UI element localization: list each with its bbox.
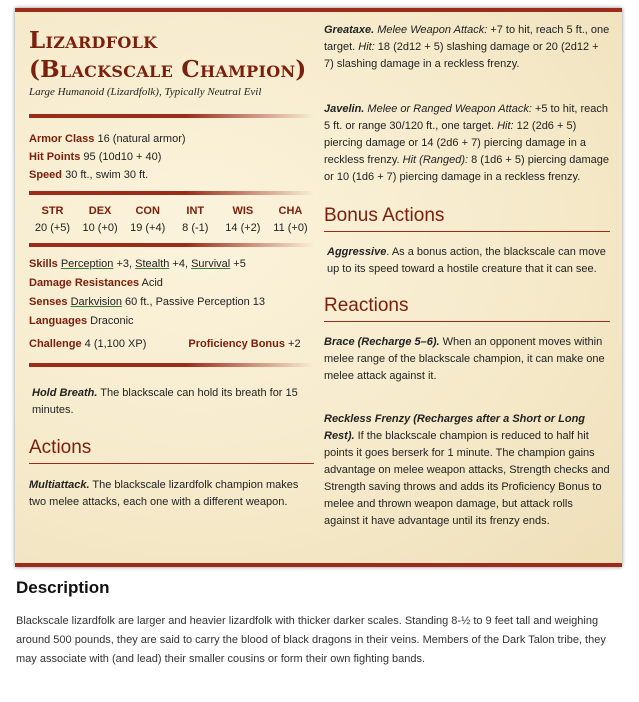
divider — [29, 114, 314, 118]
monster-name — [29, 26, 314, 84]
divider — [29, 363, 314, 367]
speed: Speed 30 ft., swim 30 ft. — [29, 169, 149, 181]
skills: Skills Perception +3, Stealth +4, Survival +5 — [29, 258, 246, 270]
divider — [29, 243, 314, 247]
reaction-reckless-frenzy: Reckless Frenzy (Recharges after a Short or Long Rest). If the blackscale champion is reduced to half hit points it goes berserk for 1 minute. The champion gains advantage on melee weapon attacks, Strength checks and Strength saving throws and adds its Proficiency Bonus to melee and thrown weapon damage, but attack rolls against it have advantage until its frenzy ends. — [324, 413, 610, 527]
reaction-brace: Brace (Recharge 5–6). When an opponent moves within melee range of the blackscale champion, it can make one melee attack against it. — [324, 336, 605, 382]
challenge-row — [29, 335, 314, 353]
ability-con: CON 19 (+4) — [130, 205, 166, 234]
ability-cha: CHA 11 (+0) — [273, 205, 308, 234]
armor-class: Armor Class 16 (natural armor) — [29, 133, 186, 145]
senses: Senses Darkvision 60 ft., Passive Perception 13 — [29, 296, 266, 308]
bonus-actions-heading: Bonus Actions — [324, 204, 610, 232]
monster-type: Large Humanoid (Lizardfolk), Typically Neutral Evil — [29, 86, 262, 98]
proficiency-bonus: Proficiency Bonus +2 — [188, 338, 301, 350]
action-javelin: Javelin. Melee or Ranged Weapon Attack: +5 to hit, reach 5 ft. or range 30/120 ft., one target. Hit: 12 (2d6 + 5) piercing damage or 14 (2d6 + 7) piercing damage in a reckless frenzy. Hit (Ranged): 8 (1d6 + 5) piercing damage or 10 (1d6 + 7) piercing damage in a reckless frenzy. — [324, 103, 610, 183]
action-multiattack: Multiattack. The blackscale lizardfolk champion makes two melee attacks, each one with a different weapon. — [29, 479, 299, 508]
reactions-heading: Reactions — [324, 294, 610, 322]
action-greataxe: Greataxe. Melee Weapon Attack: +7 to hit, reach 5 ft., one target. Hit: 18 (2d12 + 5) slashing damage or 20 (2d12 + 7) slashing damage in a reckless frenzy. — [324, 24, 610, 70]
ability-dex: DEX 10 (+0) — [82, 205, 118, 234]
stat-block-right-column — [324, 26, 610, 530]
damage-resistances: Damage Resistances Acid — [29, 277, 163, 289]
stat-block — [15, 8, 622, 567]
description-text: Blackscale lizardfolk are larger and heavier lizardfolk with thicker darker scales. Standing 8-½ to 9 feet tall and weighing around 500 pounds, they are said to carry the blood of black dragons in their veins. Members of the Dark Talon tribe, they may associate with (and lead) their smaller cousins or form their own fighting bands. — [16, 615, 606, 665]
languages: Languages Draconic — [29, 315, 134, 327]
ability-int: INT 8 (-1) — [182, 205, 209, 234]
trait-hold-breath: Hold Breath. The blackscale can hold its breath for 15 minutes. — [32, 387, 298, 416]
ability-wis: WIS 14 (+2) — [225, 205, 261, 234]
challenge: Challenge 4 (1,100 XP) — [29, 338, 147, 350]
description-heading: Description — [16, 578, 110, 597]
skill-survival-link[interactable]: Survival — [191, 258, 231, 270]
darkvision-link[interactable]: Darkvision — [70, 296, 122, 308]
divider — [29, 191, 314, 195]
actions-heading: Actions — [29, 436, 314, 464]
stat-block-left-column — [29, 26, 314, 511]
skill-perception-link[interactable]: Perception — [60, 258, 114, 270]
ability-str: STR 20 (+5) — [34, 205, 71, 234]
monster-name-line2: (Blackscale Champion) — [29, 56, 307, 83]
bonus-aggressive: Aggressive. As a bonus action, the blackscale can move up to its speed toward a hostile creature that it can see. — [327, 246, 606, 275]
hit-points: Hit Points 95 (10d10 + 40) — [29, 151, 162, 163]
ability-scores — [29, 203, 314, 237]
skill-stealth-link[interactable]: Stealth — [135, 258, 170, 270]
monster-name-line1: Lizardfolk — [29, 27, 158, 54]
